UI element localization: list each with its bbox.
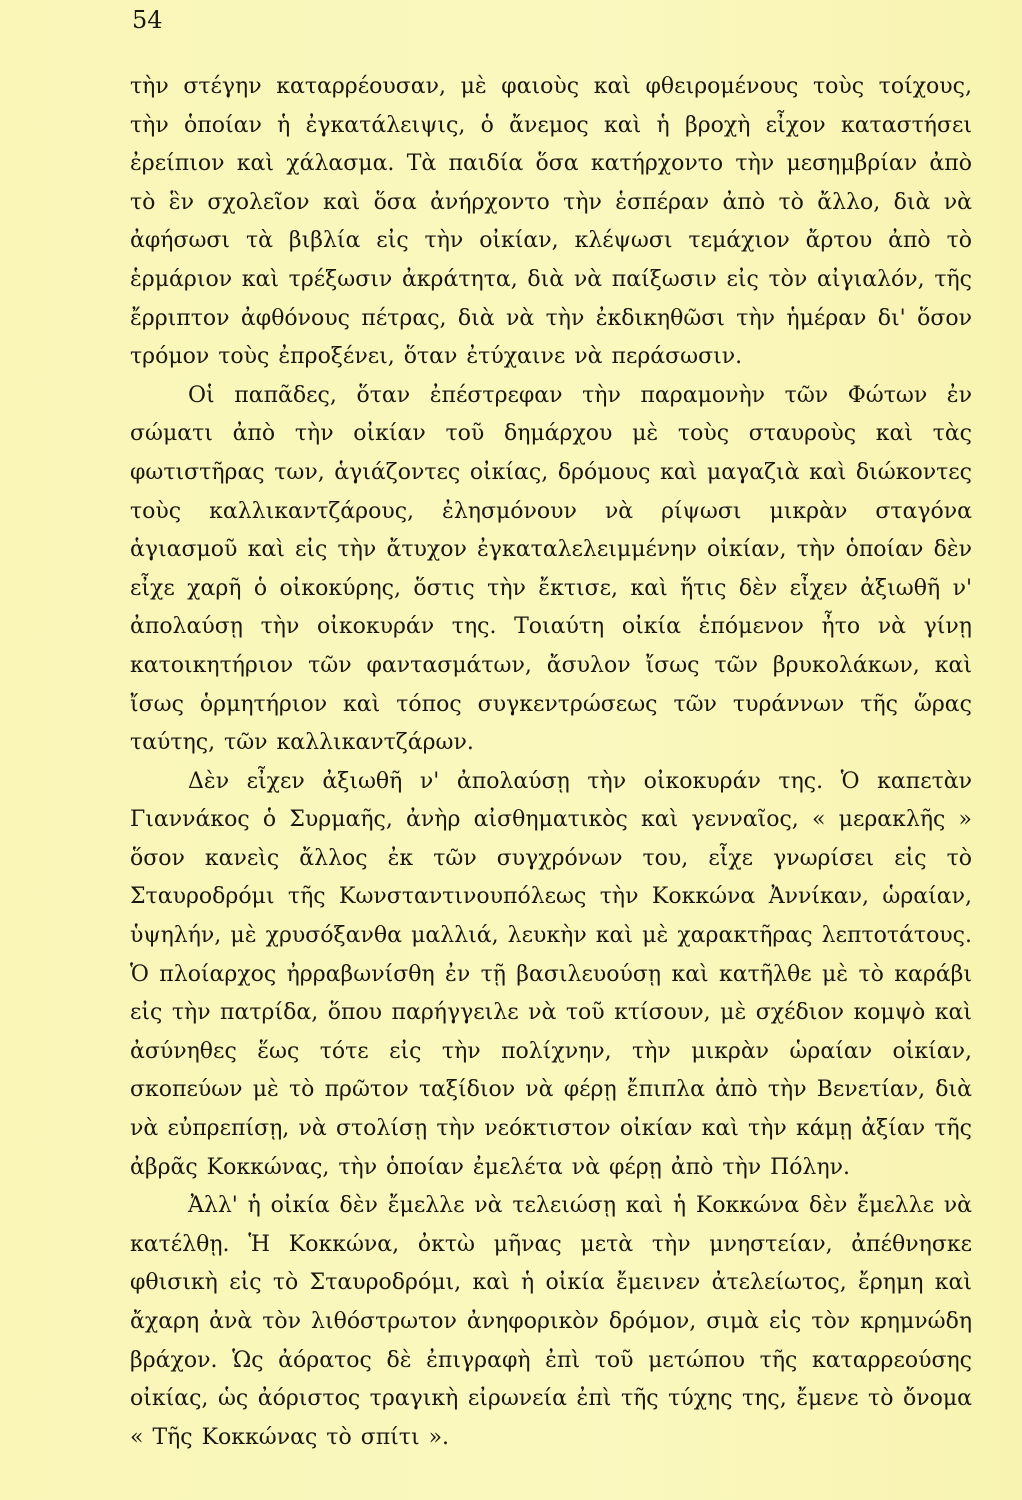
paragraph-1: τὴν στέγην καταρρέουσαν, μὲ φαιοὺς καὶ φθειρομένους τοὺς τοίχους, τὴν ὁποίαν ἡ ἐγκατάλειψις, ὁ ἄνεμος καὶ ἡ βροχὴ εἶχον καταστήσει ἐρείπιον καὶ χάλασμα. Τὰ παιδία ὅσα κατήρχοντο τὴν μεσημβρίαν ἀπὸ τὸ ἓν σχολεῖον καὶ ὅσα ἀνήρχοντο τὴν ἑσπέραν ἀπὸ τὸ ἄλλο, διὰ νὰ ἀφήσωσι τὰ βιβλία εἰς τὴν οἰκίαν, κλέψωσι τεμάχιον ἄρτου ἀπὸ τὸ ἑρμάριον καὶ τρέξωσιν ἀκράτητα, διὰ νὰ παίξωσιν εἰς τὸν αἰγιαλόν, τῆς ἔρριπτον ἀφθόνους πέτρας, διὰ νὰ τὴν ἐκδικηθῶσι τὴν ἡμέραν δι' ὅσον τρόμον τοὺς ἐπροξένει, ὅταν ἐτύχαινε νὰ περάσωσιν. [130,74,972,370]
paragraph-4: Ἀλλ' ἡ οἰκία δὲν ἔμελλε νὰ τελειώσῃ καὶ ἡ Κοκκώνα δὲν ἔμελλε νὰ κατέλθῃ. Ἡ Κοκκώνα, ὀκτὼ μῆνας μετὰ τὴν μνηστείαν, ἀπέθνησκε φθισικὴ εἰς τὸ Σταυροδρόμι, καὶ ἡ οἰκία ἔμεινεν ἀτελείωτος, ἔρημη καὶ ἄχαρη ἀνὰ τὸν λιθόστρωτον ἀνηφορικὸν δρόμον, σιμὰ εἰς τὸν κρημνώδη βράχον. Ὡς ἀόρατος δὲ ἐπιγραφὴ ἐπὶ τοῦ μετώπου τῆς καταρρεούσης οἰκίας, ὡς ἀόριστος τραγικὴ εἰρωνεία ἐπὶ τῆς τύχης της, ἔμενε τὸ ὄνομα « Τῆς Κοκκώνας τὸ σπίτι ». [130,1193,972,1450]
body-text [130,68,972,1457]
page-number: 54 [132,6,163,34]
paragraph-2: Οἱ παπᾶδες, ὅταν ἐπέστρεφαν τὴν παραμονὴν τῶν Φώτων ἐν σώματι ἀπὸ τὴν οἰκίαν τοῦ δημάρχου μὲ τοὺς σταυροὺς καὶ τὰς φωτιστῆρας των, ἁγιάζοντες οἰκίας, δρόμους καὶ μαγαζιὰ καὶ διώκοντες τοὺς καλλικαντζάρους, ἐλησμόνουν νὰ ρίψωσι μικρὰν σταγόνα ἁγιασμοῦ καὶ εἰς τὴν ἄτυχον ἐγκαταλελειμμένην οἰκίαν, τὴν ὁποίαν δὲν εἶχε χαρῆ ὁ οἰκοκύρης, ὅστις τὴν ἔκτισε, καὶ ἥτις δὲν εἶχεν ἀξιωθῆ ν' ἀπολαύσῃ τὴν οἰκοκυράν της. Τοιαύτη οἰκία ἑπόμενον ἦτο νὰ γίνῃ κατοικητήριον τῶν φαντασμάτων, ἄσυλον ἴσως τῶν βρυκολάκων, καὶ ἴσως ὁρμητήριον καὶ τόπος συγκεντρώσεως τῶν τυράννων τῆς ὥρας ταύτης, τῶν καλλικαντζάρων. [130,382,972,756]
paragraph-3: Δὲν εἶχεν ἀξιωθῆ ν' ἀπολαύσῃ τὴν οἰκοκυράν της. Ὁ καπετὰν Γιαννάκος ὁ Συρμαῆς, ἀνὴρ αἰσθηματικὸς καὶ γενναῖος, « μερακλῆς » ὅσον κανεὶς ἄλλος ἐκ τῶν συγχρόνων του, εἶχε γνωρίσει εἰς τὸ Σταυροδρόμι τῆς Κωνσταντινουπόλεως τὴν Κοκκώνα Ἀννίκαν, ὡραίαν, ὑψηλήν, μὲ χρυσόξανθα μαλλιά, λευκὴν καὶ μὲ χαρακτῆρας λεπτοτάτους. Ὁ πλοίαρχος ἠρραβωνίσθη ἐν τῇ βασιλευούσῃ καὶ κατῆλθε μὲ τὸ καράβι εἰς τὴν πατρίδα, ὅπου παρήγγειλε νὰ τοῦ κτίσουν, μὲ σχέδιον κομψὸ καὶ ἀσύνηθες ἕως τότε εἰς τὴν πολίχνην, τὴν μικρὰν ὡραίαν οἰκίαν, σκοπεύων μὲ τὸ πρῶτον ταξίδιον νὰ φέρῃ ἔπιπλα ἀπὸ τὴν Βενετίαν, διὰ νὰ εὐπρεπίσῃ, νὰ στολίσῃ τὴν νεόκτιστον οἰκίαν καὶ τὴν κάμῃ ἀξίαν τῆς ἀβρᾶς Κοκκώνας, τὴν ὁποίαν ἐμελέτα νὰ φέρῃ ἀπὸ τὴν Πόλην. [130,768,972,1180]
